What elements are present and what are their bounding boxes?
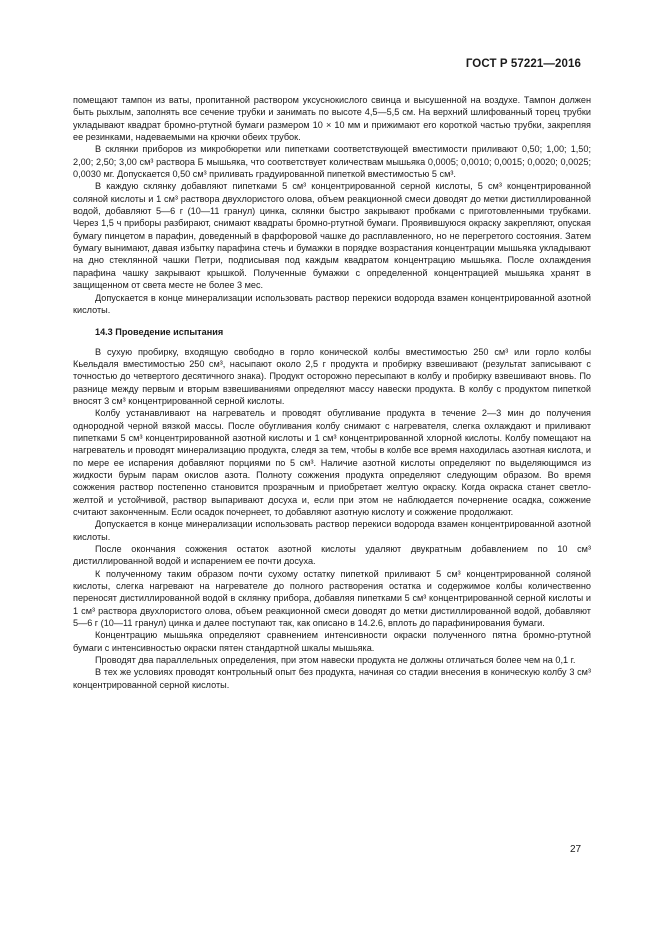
paragraph: помещают тампон из ваты, пропитанной раствором уксуснокислого свинца и высушенной на воздухе. Тампон должен быть рыхлым, заполнять все сечение трубки и занимать по высоте 4,5—5,5 см. На верхний шлифованный торец трубки укладывают квадрат бромно-ртутной бумаги размером 10 × 10 мм и прижимают его короткой частью трубки, закрепляя ее резинками, надеваемыми на крючки обеих трубок.	[73, 95, 591, 143]
paragraph: Допускается в конце минерализации использовать раствор перекиси водорода взамен концентрированной азотной кислоты.	[73, 292, 591, 315]
paragraph: В тех же условиях проводят контрольный опыт без продукта, начиная со стадии внесения в коническую колбу 3 см³ концентрированной серной кислоты.	[73, 667, 591, 690]
paragraph: Проводят два параллельных определения, при этом навески продукта не должны отличаться более чем на 0,1 г.	[95, 655, 576, 666]
page-number: 27	[570, 844, 582, 855]
page-body	[73, 94, 591, 691]
paragraph: После окончания сожжения остаток азотной кислоты удаляют двукратным добавлением по 10 см³ дистиллированной водой и испарением ее почти досуха.	[73, 544, 591, 567]
paragraph: Колбу устанавливают на нагреватель и проводят обугливание продукта в течение 2—3 мин до получения однородной черной вязкой массы. После обугливания колбу снимают с нагревателя, слегка охлаждают и приливают пипетками 5 см³ концентрированной азотной кислоты и 1 см³ концентрированной хлорной кислоты. Колбу помещают на нагреватель и проводят минерализацию продукта, следя за тем, чтобы в колбе все время находилась азотная кислота, и по мере ее испарения добавляют порциями по 5 см³. Наличие азотной кислоты определяют по выделяющимся из жидкости бурым парам окислов азота. Полноту сожжения продукта определяют следующим образом. Во время сожжения раствор постепенно становится прозрачным и приобретает желтую окраску. Когда окраска станет светло-желтой и устойчивой, раствор выпаривают досуха и, если при этом не наблюдается почернение осадка, сожжение считают законченным. Если осадок почернеет, то добавляют азотную кислоту и сожжение продолжают.	[73, 408, 591, 517]
paragraph: К полученному таким образом почти сухому остатку пипеткой приливают 5 см³ концентрированной соляной кислоты, слегка нагревают на нагревателе до полного растворения остатка и содержимое колбы количественно переносят дистиллированной водой в склянку прибора, добавляя пипетками 5 см³ концентрированной серной кислоты и 1 см³ раствора двухлористого олова, объем реакционной смеси доводят до метки дистиллированной водой, добавляют 5—6 г (10—11 гранул) цинка и далее поступают так, как описано в 14.2.6, вплоть до парафинирования бумаги.	[73, 568, 591, 629]
paragraph: В склянки приборов из микробюретки или пипетками соответствующей вместимости приливают 0,50; 1,00; 1,50; 2,00; 2,50; 3,00 см³ раствора Б мышьяка, что соответствует количествам мышьяка 0,0005; 0,0010; 0,0015; 0,0020; 0,0025; 0,0030 мг. Допускается 0,50 см³ приливать градуированной пипеткой вместимостью 5 см³.	[73, 144, 591, 180]
paragraph: В каждую склянку добавляют пипетками 5 см³ концентрированной серной кислоты, 5 см³ концентрированной соляной кислоты и 1 см³ раствора двухлористого олова, объем реакционной смеси доводят до метки дистиллированной водой, добавляют 5—6 г (10—11 гранул) цинка, склянки быстро закрывают пробками с приготовленными трубками. Через 1,5 ч приборы разбирают, снимают квадраты бромно-ртутной бумаги. Проявившуюся окраску закрепляют, опуская бумагу пинцетом в парафин, доведенный в фарфоровой чашке до расплавленного, но не перегретого состояния. Затем бумагу вынимают, давая избытку парафина стечь и бумажки в порядке возрастания концентрации мышьяка укладывают на дно стеклянной чашки Петри, подписывая под каждым квадратом концентрацию мышьяка. После охлаждения парафина чашку закрывают крышкой. Полученные бумажки с определенной концентрацией мышьяка хранят в защищенном от света месте не более 3 мес.	[73, 181, 591, 291]
document-code: ГОСТ Р 57221—2016	[465, 58, 581, 70]
paragraph: Концентрацию мышьяка определяют сравнением интенсивности окраски полученного пятна бромно-ртутной бумаги с интенсивностью окраски пятен стандартной шкалы мышьяка.	[73, 630, 591, 653]
paragraph: В сухую пробирку, входящую свободно в горло конической колбы вместимостью 250 см³ или горло колбы Кьельдаля вместимостью 250 см³, насыпают около 2,5 г продукта и пробирку взвешивают (результат записывают с точностью до четвертого десятичного знака). Продукт осторожно пересыпают в колбу и пробирку взвешивают вновь. По разнице между первым и вторым взвешиваниями определяют массу навески продукта. В колбу с продуктом пипеткой вносят 3 см³ концентрированной серной кислоты.	[73, 346, 591, 406]
paragraph: Допускается в конце минерализации использовать раствор перекиси водорода взамен концентрированной азотной кислоты.	[73, 519, 591, 542]
section-heading: 14.3 Проведение испытания	[95, 327, 224, 338]
